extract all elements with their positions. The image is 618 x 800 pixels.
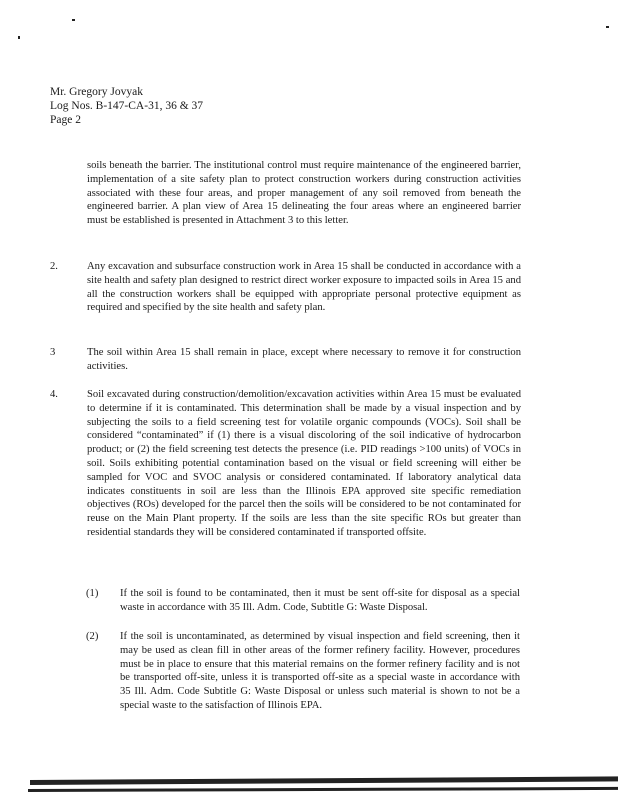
letter-header: [50, 85, 203, 127]
item-paragraph-2: Any excavation and subsurface construction work in Area 15 shall be conducted in accordance with a site health and safety plan designed to restrict direct worker exposure to impacted soils in Area 15 and all the construction workers shall be equipped with appropriate personal protective equipment as required and specified by the site health and safety plan.: [87, 261, 521, 314]
item-paragraph-4: Soil excavated during construction/demolition/excavation activities within Area 15 must be evaluated to determine if it is contaminated. This determination shall be made by a visual inspection and by subjecting the soils to a field screening test for volatile organic compounds (VOCs). Soil shall be considered “contaminated” if (1) there is a visual discoloring of the soil indicative of hydrocarbon product; or (2) the field screening test detects the presence (i.e. PID readings >100 units) of VOCs in soil. Soils exhibiting potential contamination based on the visual or field screening will either be sampled for VOC and SVOC analysis or considered contaminated. If laboratory analytical data indicates constituents in soil are less than the Illinois EPA approved site specific remediation objectives (ROs) developed for the parcel then the soils will be considered to be not contaminated for reuse on the Main Plant property. If the soils are less than the site specific ROs but greater than residential standards they will be considered contaminated if transported offsite.: [87, 389, 521, 538]
log-numbers: Log Nos. B-147-CA-31, 36 & 37: [50, 100, 204, 112]
scan-speck: [18, 36, 20, 39]
recipient-name: Mr. Gregory Jovyak: [50, 86, 143, 98]
item-number-3: 3: [50, 347, 56, 358]
item-paragraph-3: The soil within Area 15 shall remain in place, except where necessary to remove it for construction activities.: [87, 347, 521, 372]
scan-edge-bar: [28, 787, 618, 792]
item-number-4: 4.: [50, 389, 58, 400]
subitem-number-1: (1): [86, 588, 99, 599]
subitem-paragraph-2: If the soil is uncontaminated, as determined by visual inspection and field screening, then it may be used as clean fill in other areas of the former refinery facility. However, procedures must be in place to ensure that this material remains on the former refinery facility and is not be transported off-site, unless it is transported off-site as a special waste in accordance with 35 Ill. Adm. Code Subtitle G: Waste Disposal or unless such material is shown to not be a special waste to the satisfaction of Illinois EPA.: [120, 631, 520, 711]
subitem-number-2: (2): [86, 631, 99, 642]
page-number: Page 2: [50, 114, 81, 126]
continuation-paragraph: soils beneath the barrier. The institutional control must require maintenance of the engineered barrier, implementation of a site safety plan to protect construction workers during construction activities associated with these four areas, and proper management of any soil removed from beneath the engineered barrier. A plan view of Area 15 delineating the four areas where an engineered barrier must be established is presented in Attachment 3 to this letter.: [87, 160, 521, 227]
item-number-2: 2.: [50, 261, 58, 272]
scan-speck: [72, 19, 75, 21]
scan-edge-bar: [30, 776, 618, 785]
scan-speck: [606, 26, 609, 28]
subitem-paragraph-1: If the soil is found to be contaminated, then it must be sent off-site for disposal as a special waste in accordance with 35 Ill. Adm. Code, Subtitle G: Waste Disposal.: [120, 588, 520, 613]
